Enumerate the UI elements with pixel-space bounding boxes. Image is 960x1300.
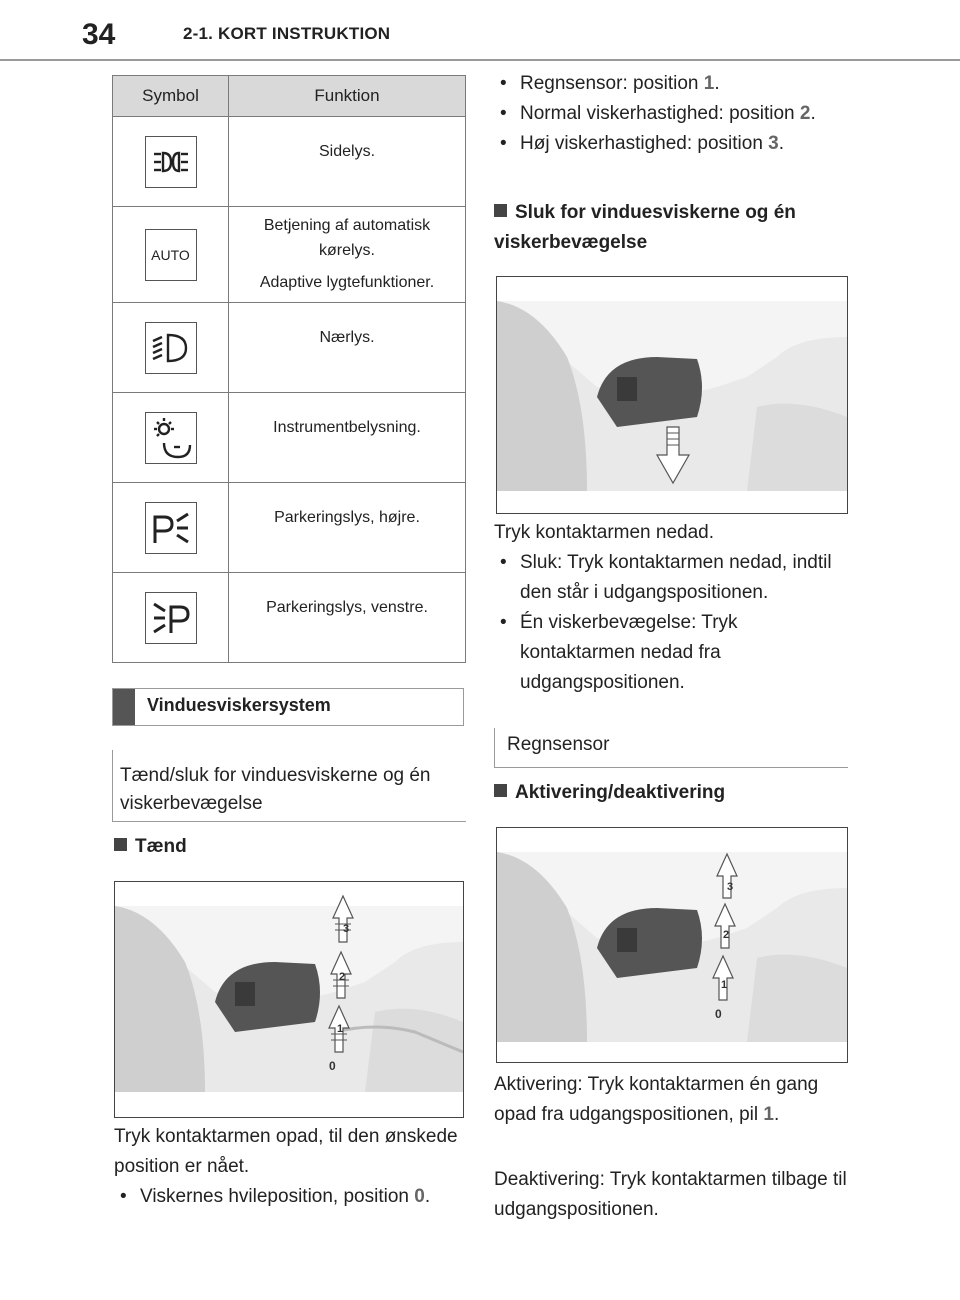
parking-light-left-icon (145, 592, 197, 644)
table-row (113, 117, 466, 207)
activation-text: Aktivering: Tryk kontaktarmen én gang opad fra udgangspositionen, pil 1. (494, 1074, 819, 1125)
figure-label: 1 (337, 1023, 344, 1035)
side-lights-icon (145, 136, 197, 188)
header-divider (0, 59, 960, 61)
on-description: Tryk kontaktarmen opad, til den ønskede position er nået. (114, 1126, 458, 1177)
figure-label: 3 (343, 923, 350, 935)
figure-label: 2 (339, 971, 346, 983)
instrument-lighting-icon (145, 412, 197, 464)
page-number: 34 (82, 18, 116, 51)
heading-on: Tænd (114, 832, 187, 862)
deactivation-text: Deaktivering: Tryk kontaktarmen tilbage til udgangspositionen. (494, 1169, 847, 1220)
function-text: Betjening af automatisk kørelys. (263, 217, 431, 259)
list-item: • Én viskerbevægelse: Tryk kontaktarmen nedad fra udgangspositionen. (494, 608, 848, 698)
figure-label: 0 (715, 1007, 722, 1021)
function-text: Instrumentbelysning. (273, 419, 421, 436)
list-item: • Normal viskerhastighed: position 2. (494, 99, 848, 129)
sub-heading-box: Tænd/sluk for vinduesviskerne og én viskerbevægelse (112, 750, 466, 822)
table-row (113, 303, 466, 393)
speed-list (494, 69, 848, 159)
symbol-table (112, 75, 466, 663)
table-row (113, 483, 466, 573)
table-row (113, 573, 466, 663)
list-item: • Høj viskerhastighed: position 3. (494, 129, 848, 159)
list-item: • Regnsensor: position 1. (494, 69, 848, 99)
heading-activation: Aktivering/deaktivering (494, 778, 725, 808)
table-header-function: Funktion (229, 76, 466, 117)
list-item: • Viskernes hvileposition, position 0. (114, 1182, 466, 1212)
function-text: Parkeringslys, venstre. (266, 599, 428, 616)
function-text: Sidelys. (318, 143, 376, 160)
off-description: Tryk kontaktarmen nedad. (494, 522, 715, 543)
figure-label: 0 (329, 1059, 336, 1073)
sub-heading-box: Regnsensor (494, 728, 848, 768)
section-heading: Vinduesviskersystem (112, 688, 464, 726)
function-text: Parkeringslys, højre. (274, 509, 420, 526)
heading-off: Sluk for vinduesviskerne og én viskerbevægelse (494, 202, 796, 253)
chapter-title: 2-1. KORT INSTRUKTION (183, 24, 391, 43)
low-beam-icon (145, 322, 197, 374)
table-row (113, 393, 466, 483)
function-text: Adaptive lygtefunktioner. (259, 274, 435, 291)
table-row (113, 207, 466, 303)
figure-label: 3 (727, 881, 734, 893)
figure-stalk-up (114, 881, 464, 1118)
table-header-symbol: Symbol (113, 76, 229, 117)
figure-rain-sensor (496, 827, 848, 1063)
auto-icon: AUTO (145, 229, 197, 281)
parking-light-right-icon (145, 502, 197, 554)
figure-label: 2 (723, 929, 730, 941)
list-item: • Sluk: Tryk kontaktarmen nedad, indtil den står i udgangspositionen. (494, 548, 848, 608)
function-text: Nærlys. (319, 329, 375, 346)
figure-label: 1 (721, 979, 728, 991)
figure-stalk-down (496, 276, 848, 514)
off-list (494, 548, 848, 698)
